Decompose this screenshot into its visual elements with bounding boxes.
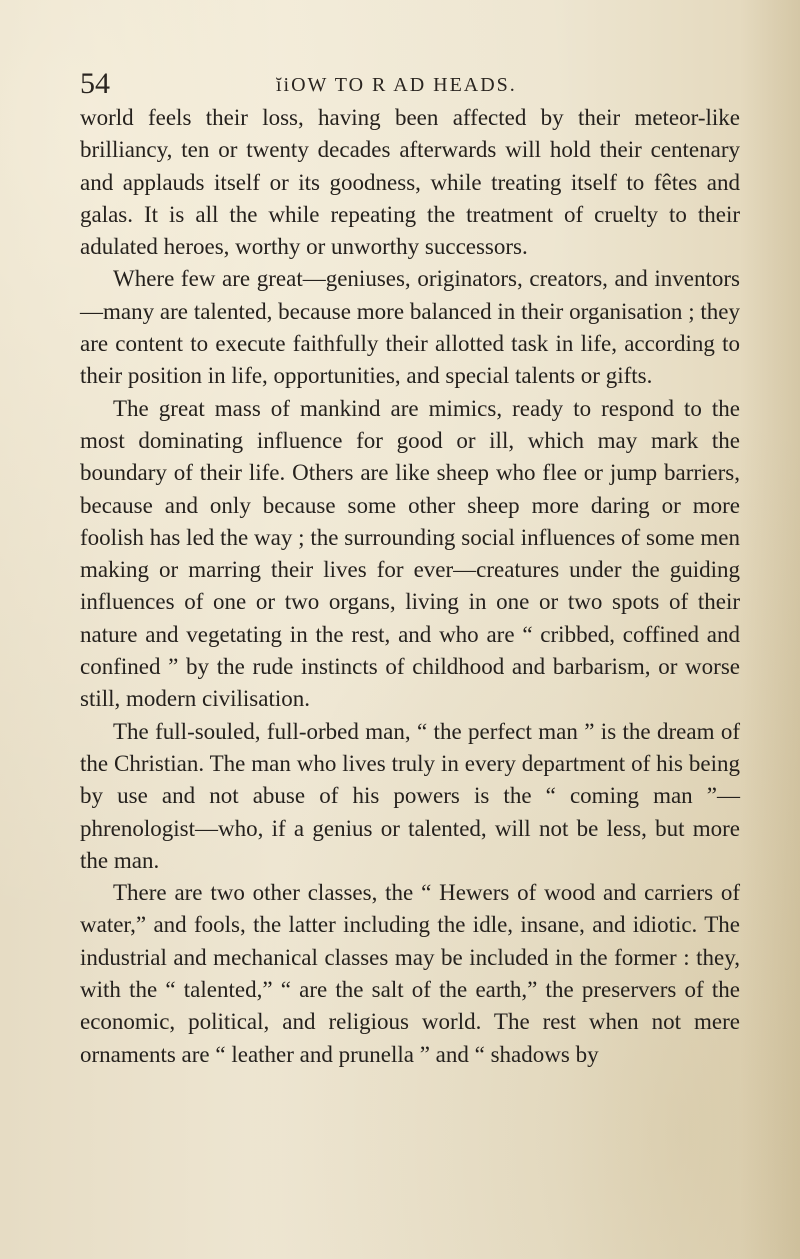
page-header [80, 64, 740, 104]
page-number: 54 [80, 67, 110, 100]
paragraph-5: There are two other classes, the “ Hewers of wood and carriers of water,” and fools, the latter including the idle, insane, and idiotic. The industrial and mechanical classes may be included in the former : they, with the “ talented,” “ are the salt of the earth,” the preservers of the economic, political, and religious world. The rest when not mere ornaments are “ leather and prunella ” and “ shadows by [80, 880, 740, 1067]
paragraph-4: The full-souled, full-orbed man, “ the perfect man ” is the dream of the Christian. The man who lives truly in every department of his being by use and not abuse of his powers is the “ coming man ”—phrenologist—who, if a genius or talented, will not be less, but more the man. [80, 718, 740, 873]
paragraph-3: The great mass of mankind are mimics, ready to respond to the most dominating influence for good or ill, which may mark the boundary of their life. Others are like sheep who flee or jump barriers, because and only because some other sheep more daring or more foolish has led the way ; the surrounding social influences of some men making or marring their lives for ever—creatures under the guiding influences of one or two organs, living in one or two spots of their nature and vegetating in the rest, and who are “ cribbed, coffined and confined ” by the rude instincts of childhood and barbarism, or worse still, modern civilisation. [80, 395, 740, 712]
paragraph-2: Where few are great—geniuses, originators, creators, and inventors—many are talented, because more balanced in their organisation ; they are content to execute faithfully their allotted task in life, according to their position in life, opportunities, and special talents or gifts. [80, 266, 740, 389]
paragraph-1: world feels their loss, having been affected by their meteor-like brilliancy, ten or twenty decades afterwards will hold their centenary and applauds itself or its goodness, while treating itself to fêtes and galas. It is all the while repeating the treatment of cruelty to their adulated heroes, worthy or unworthy successors. [80, 105, 740, 260]
body-text [80, 102, 740, 1071]
running-head: ĭiOW TO R AD HEADS. [276, 74, 517, 96]
page-edge-shadow [740, 0, 800, 1259]
